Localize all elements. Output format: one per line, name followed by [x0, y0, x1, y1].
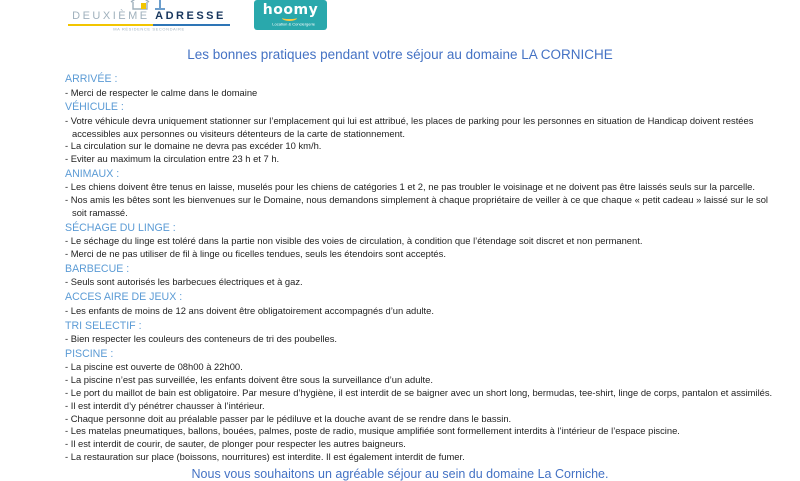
rules-content	[0, 62, 800, 464]
section-heading: SÉCHAGE DU LINGE :	[65, 221, 176, 234]
rule-bullet: - Il est interdit d’y pénétrer chausser à l’intérieur.	[65, 399, 265, 411]
section-heading: PISCINE :	[65, 347, 114, 360]
rule-bullet: - Seuls sont autorisés les barbecues électriques et à gaz.	[65, 276, 303, 288]
rules-section	[65, 348, 774, 464]
section-heading: VÉHICULE :	[65, 101, 124, 114]
rule-bullet: - Les chiens doivent être tenus en laisse, muselés pour les chiens de catégories 1 et 2, ne pas troubler le voisinage et ne doivent pas être laissés seuls sur la parcelle.	[65, 181, 755, 193]
rule-bullet: - La restauration sur place (boissons, nourritures) est interdite. Il est également interdit de fumer.	[65, 450, 465, 462]
rule-bullet: - Bien respecter les couleurs des conteneurs de tri des poubelles.	[65, 333, 338, 345]
rules-section	[65, 222, 774, 261]
logo-underline	[68, 24, 230, 26]
brand-word-light: DEUXIÈME	[72, 10, 150, 22]
deuxieme-adresse-logo	[68, 0, 230, 36]
rule-bullet: - Merci de respecter le calme dans le domaine	[65, 86, 258, 98]
rule-bullet: - Les matelas pneumatiques, ballons, bouées, palmes, poste de radio, musique amplifiée sont formellement interdits à l’intérieur de l’espace piscine.	[65, 425, 680, 437]
rule-bullet: - Le séchage du linge est toléré dans la partie non visible des voies de circulation, à condition que l’étendage soit discret et non permanent.	[65, 235, 643, 247]
rules-section	[65, 291, 774, 317]
rule-bullet: - Votre véhicule devra uniquement stationner sur l’emplacement qui lui est attribué, les places de parking pour les personnes en situation de Handicap doivent restées accessibles aux personnes ou visiteurs détenteurs de la carte de stationnement.	[65, 114, 754, 139]
footer-message: Nous vous souhaitons un agréable séjour au sein du domaine La Corniche.	[191, 466, 609, 481]
hoomy-logo	[254, 0, 327, 30]
page-title: Les bonnes pratiques pendant votre séjour au domaine LA CORNICHE	[187, 47, 613, 62]
rule-bullet: - La piscine n’est pas surveillée, les enfants doivent être sous la surveillance d’un adulte.	[65, 374, 433, 386]
rule-bullet: - La circulation sur le domaine ne devra pas excéder 10 km/h.	[65, 140, 322, 152]
hoomy-wordmark: hoomy	[262, 2, 319, 18]
rule-bullet: - Il est interdit de courir, de sauter, de plonger pour respecter les autres baigneurs.	[65, 438, 406, 450]
rules-section	[65, 73, 774, 99]
rule-bullet: - Nos amis les bêtes sont les bienvenues sur le Domaine, nous demandons simplement à chaque propriétaire de veiller à ce que chaque « petit cadeau » laissé sur le sol soit ramassé.	[65, 194, 769, 219]
underline-blue-segment	[153, 24, 230, 26]
deuxieme-adresse-tagline: MA RÉSIDENCE SECONDAIRE	[113, 27, 185, 32]
rule-bullet: - Eviter au maximum la circulation entre 23 h et 7 h.	[65, 153, 280, 165]
header	[0, 0, 800, 34]
section-heading: TRI SELECTIF :	[65, 319, 142, 332]
rule-bullet: - La piscine est ouverte de 08h00 à 22h00.	[65, 361, 243, 373]
deuxieme-adresse-wordmark	[68, 10, 230, 22]
smile-accent-icon	[282, 15, 297, 21]
rules-section	[65, 168, 774, 220]
underline-yellow-segment	[68, 24, 153, 26]
rules-section	[65, 263, 774, 289]
section-heading: BARBECUE :	[65, 262, 130, 275]
rule-bullet: - Le port du maillot de bain est obligatoire. Par mesure d’hygiène, il est interdit de se baigner avec un short long, bermudas, tee-shirt, linge de corps, pantalon et assimilés.	[65, 386, 773, 398]
rule-bullet: - Les enfants de moins de 12 ans doivent être obligatoirement accompagnés d’un adulte.	[65, 304, 434, 316]
brand-word-bold: ADRESSE	[155, 10, 226, 22]
rules-section	[65, 320, 774, 346]
house-parasol-icon	[127, 0, 171, 10]
rule-bullet: - Merci de ne pas utiliser de fil à linge ou ficelles tendues, seuls les étendoirs sont acceptés.	[65, 248, 446, 260]
section-heading: ACCES AIRE DE JEUX :	[65, 291, 183, 304]
section-heading: ANIMAUX :	[65, 167, 120, 180]
rules-section	[65, 101, 774, 166]
section-heading: ARRIVÉE :	[65, 73, 118, 85]
rule-bullet: - Chaque personne doit au préalable passer par le pédiluve et la douche avant de se rendre dans le bassin.	[65, 412, 512, 424]
hoomy-tagline: Location & Conciergerie	[272, 22, 315, 27]
